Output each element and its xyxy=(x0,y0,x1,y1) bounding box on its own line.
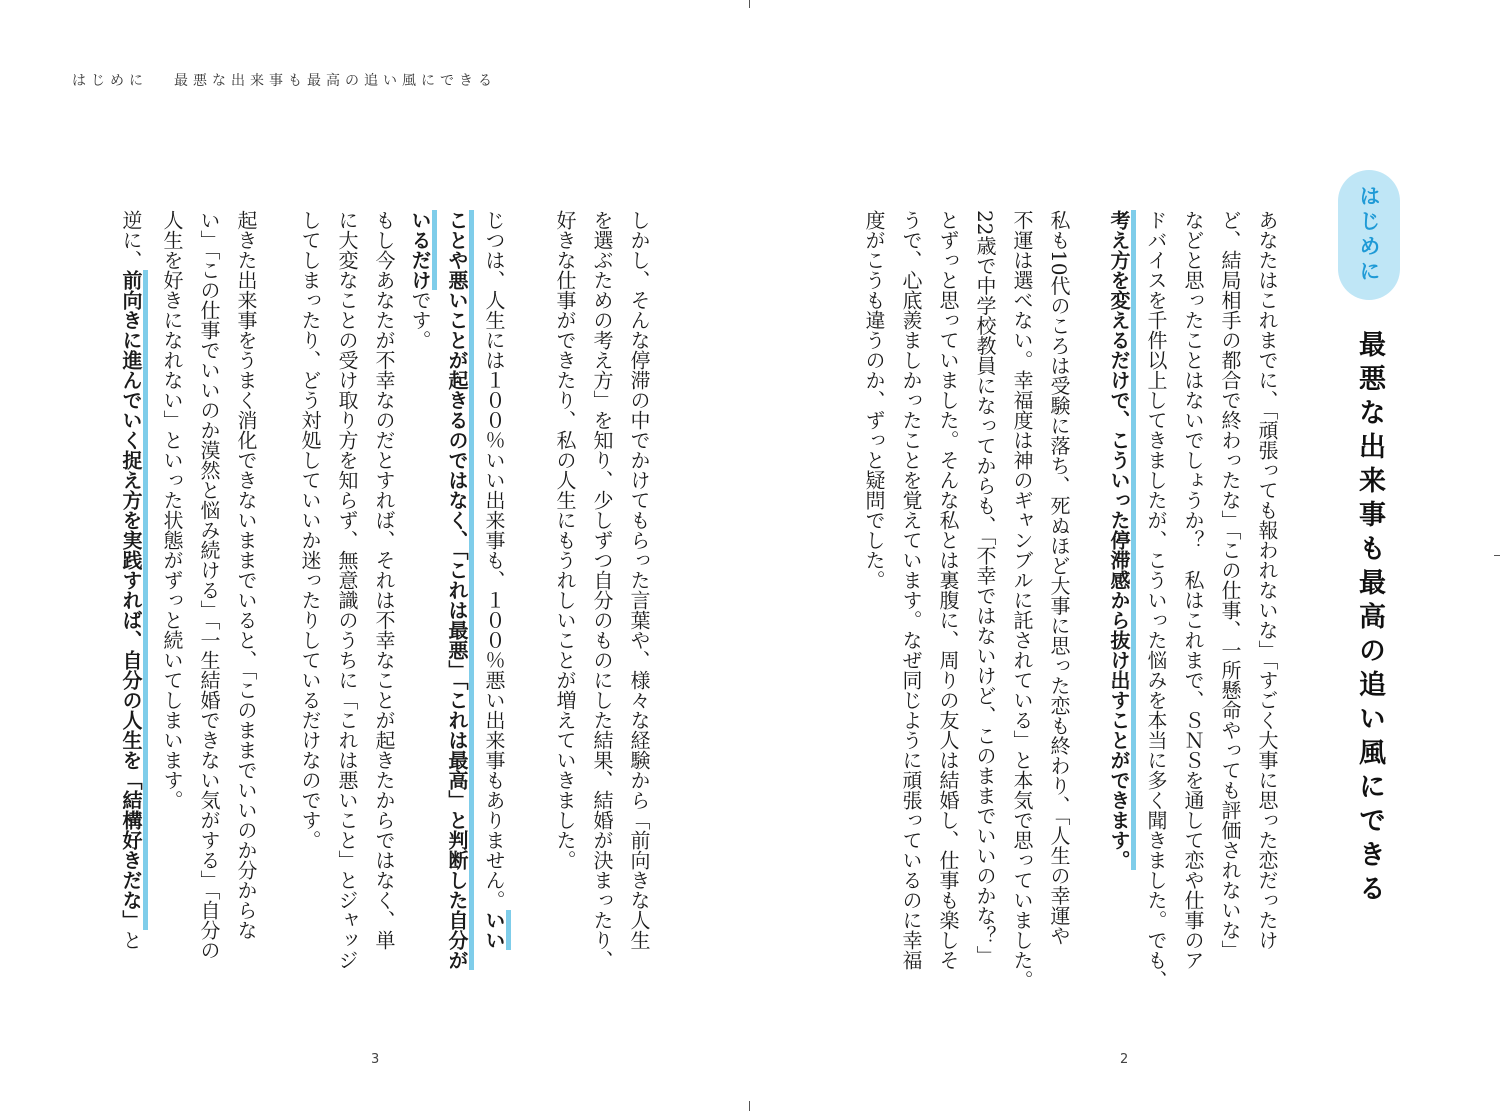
crop-mark-bottom xyxy=(749,1101,750,1111)
left-paragraph-2 xyxy=(400,210,512,970)
text-line: しかし、そんな停滞の中でかけてもらった言葉や、様々な経験から「前向きな人生 xyxy=(627,210,651,950)
running-head-section: はじめに xyxy=(72,73,148,89)
page-number-right: 2 xyxy=(1120,1052,1129,1067)
text-line: とずっと思っていました。そんな私とは裏腹に、周りの友人は結婚し、仕事も楽しそ xyxy=(936,210,960,970)
chapter-title: 最悪な出来事も最高の追い風にできる xyxy=(1354,330,1385,908)
text-line: に大変なことの受け取り方を知らず、無意識のうちに「これは悪いこと」とジャッジ xyxy=(335,210,359,970)
text-line: などと思ったことはないでしょうか？ 私はこれまで、ＳＮＳを通して恋や仕事のア xyxy=(1181,210,1205,970)
text-line: もし今あなたが不幸なのだとすれば、それは不幸なことが起きたからではなく、単 xyxy=(372,210,396,950)
text-line xyxy=(112,210,149,970)
running-head xyxy=(72,70,497,90)
text-line: 度がこうも違うのか、ずっと疑問でした。 xyxy=(862,210,886,590)
paragraph-text: 逆に、 xyxy=(119,210,143,270)
page-number-left: 3 xyxy=(371,1052,380,1067)
text-line xyxy=(401,210,438,970)
running-head-title: 最悪な出来事も最高の追い風にできる xyxy=(174,73,497,89)
chapter-badge: はじめに xyxy=(1338,170,1400,300)
text-line: うで、心底羨ましかったことを覚えています。なぜ同じように頑張っているのに幸福 xyxy=(899,210,923,970)
text-line: ドバイスを千件以上してきましたが、こういった悩みを本当に多く聞きました。でも、 xyxy=(1144,210,1168,990)
left-paragraph-1 xyxy=(545,210,657,970)
text-line: 起きた出来事をうまく消化できないままでいると、「このままでいいのか分からな xyxy=(234,210,258,940)
left-paragraph-3 xyxy=(290,210,402,970)
highlighted-text: 考え方を変えるだけで、こういった停滞感から抜け出すことができます。 xyxy=(1107,210,1131,870)
right-paragraph-2 xyxy=(852,210,1077,990)
text-line: 私も10代のころは受験に落ち、死ぬほど大事に思った恋も終わり、「人生の幸運や xyxy=(1047,210,1071,946)
highlighted-text: ことや悪いことが起きるのではなく、「これは最悪」「これは最高」と判断した自分が xyxy=(445,210,469,970)
right-paragraph-1 xyxy=(1095,210,1285,990)
text-line: 人生を好きになれない」といった状態がずっと続いてしまいます。 xyxy=(160,210,184,810)
highlighted-text: いるだけ xyxy=(408,210,432,290)
paragraph-text: です。 xyxy=(408,290,432,350)
text-line: を選ぶための考え方」を知り、少しずつ自分のものにした結果、結婚が決まったり、 xyxy=(590,210,614,970)
paragraph-text: と xyxy=(119,930,143,950)
text-line xyxy=(438,210,475,970)
text-line: 不運は選べない。幸福度は神のギャンブルに託されている」と本気で思っていました。 xyxy=(1010,210,1034,990)
text-line xyxy=(1100,210,1137,970)
crop-mark-top xyxy=(749,0,750,8)
text-line: ど、結局相手の都合で終わったな」「この仕事、一所懸命やっても評価されないな」 xyxy=(1218,210,1242,960)
text-line: あなたはこれまでに、「頑張っても報われないな」「すごく大事に思った恋だったけ xyxy=(1255,210,1279,950)
text-line: してしまったり、どう対処していいか迷ったりしているだけなのです。 xyxy=(298,210,322,850)
crop-mark-right xyxy=(1494,555,1500,556)
text-line: い」「この仕事でいいのか漠然と悩み続ける」「一生結婚できない気がする」「自分の xyxy=(197,210,221,960)
left-paragraph-5 xyxy=(112,210,149,970)
text-line xyxy=(475,210,512,970)
text-line: 22歳で中学校教員になってからも、「不幸ではないけど、このままでいいのかな？」 xyxy=(973,210,997,966)
left-paragraph-4 xyxy=(152,210,264,970)
paragraph-text: じつは、人生には１００％いい出来事も、１００％悪い出来事もありません。 xyxy=(482,210,506,910)
text-line: 好きな仕事ができたり、私の人生にもうれしいことが増えていきました。 xyxy=(553,210,577,870)
highlighted-text: 前向きに進んでいく捉え方を実践すれば、自分の人生を「結構好きだな」 xyxy=(119,270,143,930)
highlighted-text: いい xyxy=(482,910,506,950)
